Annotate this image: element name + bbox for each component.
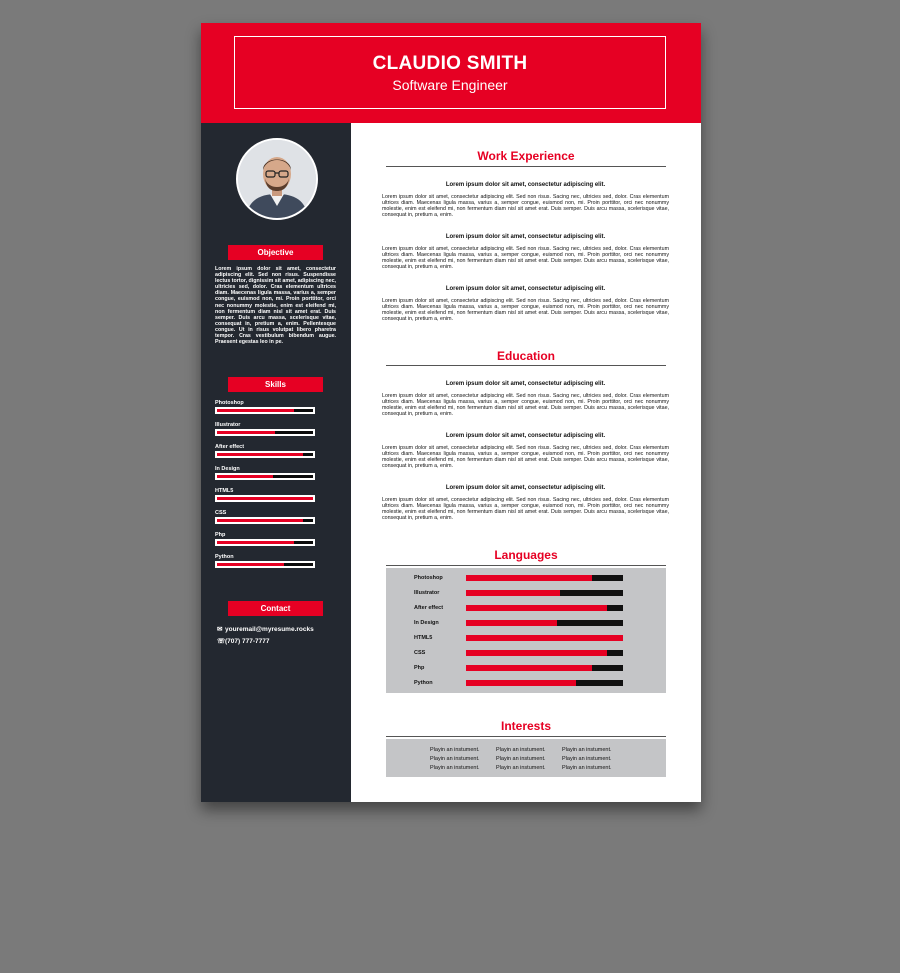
entry-text: Lorem ipsum dolor sit amet, consectetur adipiscing elit. Sed non risus. Sacing nec, ultricies sed, dolor. Cras elementum ultrices diam. Maecenas ligula massa, varius a, semper congue, euismod non, mi. Proin porttitor, orci nec nonummy molestie, enim est eleifend mi, non fermentum diam nisl sit amet erat. Duis semper. Duis arcu massa, scelerisque vitae, consequat in, pretium a, enim. bbox=[382, 298, 669, 323]
work-entry bbox=[382, 234, 669, 270]
skill-item bbox=[215, 400, 315, 414]
interest-item: Playin an instument. bbox=[430, 765, 480, 771]
skill-bar bbox=[215, 407, 315, 414]
main-content bbox=[351, 123, 701, 802]
education-entry bbox=[382, 485, 669, 521]
skill-bar-fill bbox=[217, 475, 273, 478]
skills-heading: Skills bbox=[228, 377, 323, 392]
skill-name: In Design bbox=[215, 466, 240, 472]
skill-bar-track bbox=[217, 519, 313, 522]
interests-panel bbox=[386, 739, 666, 777]
person-photo-icon bbox=[238, 140, 316, 218]
objective-text: Lorem ipsum dolor sit amet, consectetur adipiscing elit. Sed non risus. Suspendisse lectus tortor, dignissim sit amet, adipiscing nec, ultricies sed, dolor. Cras elementum ultrices diam. Maecenas ligula massa, varius a, semper congue, euismod non, mi. Proin porttitor, orci nec nonummy molestie, enim est eleifend mi, non fermentum diam nisl sit amet erat. Duis semper. Duis arcu massa, scelerisque vitae, consequat in, pretium a, enim. Pellentesque congue. Ut in risus volutpat libero pharetra tempor. Cras vestibulum bibendum augue. Praesent egestas leo in pe. bbox=[215, 266, 336, 346]
work-divider bbox=[386, 166, 666, 167]
contact-heading: Contact bbox=[228, 601, 323, 616]
entry-text: Lorem ipsum dolor sit amet, consectetur adipiscing elit. Sed non risus. Sacing nec, ultricies sed, dolor. Cras elementum ultrices diam. Maecenas ligula massa, varius a, semper congue, euismod non, mi. Proin porttitor, orci nec nonummy molestie, enim est eleifend mi, non fermentum diam nisl sit amet erat. Duis semper. Duis arcu massa, scelerisque vitae, consequat in, pretium a, enim. bbox=[382, 194, 669, 219]
interest-item: Playin an instument. bbox=[430, 747, 480, 753]
avatar bbox=[236, 138, 318, 220]
entry-title: Lorem ipsum dolor sit amet, consectetur adipiscing elit. bbox=[445, 433, 606, 439]
education-heading: Education bbox=[496, 349, 555, 363]
skill-bar-fill bbox=[217, 541, 294, 544]
language-name: HTML5 bbox=[414, 635, 433, 641]
language-bar-fill bbox=[466, 680, 576, 686]
skill-bar bbox=[215, 429, 315, 436]
language-bar bbox=[466, 635, 623, 641]
skill-bar-track bbox=[217, 431, 313, 434]
interest-item: Playin an instument. bbox=[562, 765, 612, 771]
skill-bar-track bbox=[217, 497, 313, 500]
skill-item bbox=[215, 510, 315, 524]
skill-name: HTML5 bbox=[215, 488, 234, 494]
language-bar bbox=[466, 575, 623, 581]
language-bar bbox=[466, 590, 623, 596]
languages-divider bbox=[386, 565, 666, 566]
language-bar-fill bbox=[466, 605, 607, 611]
language-bar-fill bbox=[466, 650, 607, 656]
interest-item: Playin an instument. bbox=[496, 747, 546, 753]
skill-name: Illustrator bbox=[215, 422, 241, 428]
entry-title: Lorem ipsum dolor sit amet, consectetur adipiscing elit. bbox=[445, 381, 606, 387]
language-row bbox=[386, 571, 666, 586]
interest-item: Playin an instument. bbox=[430, 756, 480, 762]
skill-item bbox=[215, 488, 315, 502]
language-name: Illustrator bbox=[414, 590, 440, 596]
person-title: Software Engineer bbox=[392, 77, 508, 93]
skill-bar-track bbox=[217, 541, 313, 544]
language-bar-fill bbox=[466, 665, 592, 671]
language-row bbox=[386, 631, 666, 646]
skill-bar bbox=[215, 451, 315, 458]
language-name: After effect bbox=[414, 605, 444, 611]
work-entry bbox=[382, 182, 669, 218]
language-bar-fill bbox=[466, 575, 592, 581]
languages-panel bbox=[386, 568, 666, 693]
work-experience-heading: Work Experience bbox=[477, 149, 575, 163]
work-entry bbox=[382, 286, 669, 322]
interest-item: Playin an instument. bbox=[562, 747, 612, 753]
skill-bar-fill bbox=[217, 409, 294, 412]
skill-item bbox=[215, 444, 315, 458]
interest-item: Playin an instument. bbox=[496, 765, 546, 771]
language-bar-fill bbox=[466, 590, 560, 596]
language-bar-fill bbox=[466, 620, 557, 626]
entry-text: Lorem ipsum dolor sit amet, consectetur adipiscing elit. Sed non risus. Sacing nec, ultricies sed, dolor. Cras elementum ultrices diam. Maecenas ligula massa, varius a, semper congue, euismod non, mi. Proin porttitor, orci nec nonummy molestie, enim est eleifend mi, non fermentum diam nisl sit amet erat. Duis semper. Duis arcu massa, scelerisque vitae, consequat in, pretium a, enim. bbox=[382, 445, 669, 470]
entry-title: Lorem ipsum dolor sit amet, consectetur adipiscing elit. bbox=[445, 485, 606, 491]
skill-bar-fill bbox=[217, 431, 275, 434]
skill-bar-track bbox=[217, 453, 313, 456]
skill-bar-fill bbox=[217, 453, 303, 456]
skill-item bbox=[215, 554, 315, 568]
skill-name: After effect bbox=[215, 444, 245, 450]
skill-bar-fill bbox=[217, 497, 313, 500]
language-name: CSS bbox=[414, 650, 426, 656]
skill-bar bbox=[215, 517, 315, 524]
interest-item: Playin an instument. bbox=[496, 756, 546, 762]
skill-bar-fill bbox=[217, 519, 303, 522]
language-bar bbox=[466, 650, 623, 656]
education-entry bbox=[382, 433, 669, 469]
person-name: CLAUDIO SMITH bbox=[372, 53, 528, 74]
interest-item: Playin an instument. bbox=[562, 756, 612, 762]
entry-title: Lorem ipsum dolor sit amet, consectetur adipiscing elit. bbox=[445, 234, 606, 240]
skill-bar bbox=[215, 473, 315, 480]
objective-heading: Objective bbox=[228, 245, 323, 260]
contact-phone bbox=[217, 637, 269, 645]
language-bar bbox=[466, 605, 623, 611]
email-text: youremail@myresume.rocks bbox=[225, 626, 314, 633]
skill-item bbox=[215, 422, 315, 436]
skill-bar bbox=[215, 495, 315, 502]
resume-page bbox=[201, 23, 701, 802]
entry-text: Lorem ipsum dolor sit amet, consectetur adipiscing elit. Sed non risus. Sacing nec, ultricies sed, dolor. Cras elementum ultrices diam. Maecenas ligula massa, varius a, semper congue, euismod non, mi. Proin porttitor, orci nec nonummy molestie, enim est eleifend mi, non fermentum diam nisl sit amet erat. Duis semper. Duis arcu massa, scelerisque vitae, consequat in, pretium a, enim. bbox=[382, 246, 669, 271]
language-bar bbox=[466, 680, 623, 686]
entry-title: Lorem ipsum dolor sit amet, consectetur adipiscing elit. bbox=[445, 286, 606, 292]
skill-bar bbox=[215, 539, 315, 546]
skill-bar-fill bbox=[217, 563, 284, 566]
skill-bar bbox=[215, 561, 315, 568]
entry-text: Lorem ipsum dolor sit amet, consectetur adipiscing elit. Sed non risus. Sacing nec, ultricies sed, dolor. Cras elementum ultrices diam. Maecenas ligula massa, varius a, semper congue, euismod non, mi. Proin porttitor, orci nec nonummy molestie, enim est eleifend mi, non fermentum diam nisl sit amet erat. Duis semper. Duis arcu massa, scelerisque vitae, consequat in, pretium a, enim. bbox=[382, 497, 669, 522]
skill-bar-track bbox=[217, 563, 313, 566]
language-name: Python bbox=[414, 680, 433, 686]
header-frame bbox=[234, 36, 666, 109]
entry-text: Lorem ipsum dolor sit amet, consectetur adipiscing elit. Sed non risus. Sacing nec, ultricies sed, dolor. Cras elementum ultrices diam. Maecenas ligula massa, varius a, semper congue, euismod non, mi. Proin porttitor, orci nec nonummy molestie, enim est eleifend mi, non fermentum diam nisl sit amet erat. Duis semper. Duis arcu massa, scelerisque vitae, consequat in, pretium a, enim. bbox=[382, 393, 669, 418]
language-row bbox=[386, 616, 666, 631]
resume-header bbox=[201, 23, 701, 123]
skill-name: Php bbox=[215, 532, 226, 538]
skill-item bbox=[215, 466, 315, 480]
contact-email bbox=[217, 625, 314, 633]
language-bar bbox=[466, 665, 623, 671]
interests-divider bbox=[386, 736, 666, 737]
envelope-icon: ✉ bbox=[217, 626, 223, 633]
sidebar bbox=[201, 123, 351, 802]
language-row bbox=[386, 676, 666, 691]
language-row bbox=[386, 661, 666, 676]
education-divider bbox=[386, 365, 666, 366]
language-name: In Design bbox=[414, 620, 439, 626]
phone-text: (707) 777-7777 bbox=[225, 638, 270, 645]
skill-bar-track bbox=[217, 475, 313, 478]
languages-heading: Languages bbox=[494, 548, 558, 562]
skill-name: CSS bbox=[215, 510, 227, 516]
entry-title: Lorem ipsum dolor sit amet, consectetur adipiscing elit. bbox=[445, 182, 606, 188]
language-row bbox=[386, 646, 666, 661]
language-bar bbox=[466, 620, 623, 626]
language-name: Php bbox=[414, 665, 425, 671]
skill-item bbox=[215, 532, 315, 546]
phone-icon: ☏ bbox=[217, 638, 226, 645]
language-bar-fill bbox=[466, 635, 623, 641]
education-entry bbox=[382, 381, 669, 417]
skill-name: Python bbox=[215, 554, 234, 560]
interests-heading: Interests bbox=[500, 719, 552, 733]
language-name: Photoshop bbox=[414, 575, 443, 581]
skill-name: Photoshop bbox=[215, 400, 244, 406]
language-row bbox=[386, 601, 666, 616]
skill-bar-track bbox=[217, 409, 313, 412]
language-row bbox=[386, 586, 666, 601]
